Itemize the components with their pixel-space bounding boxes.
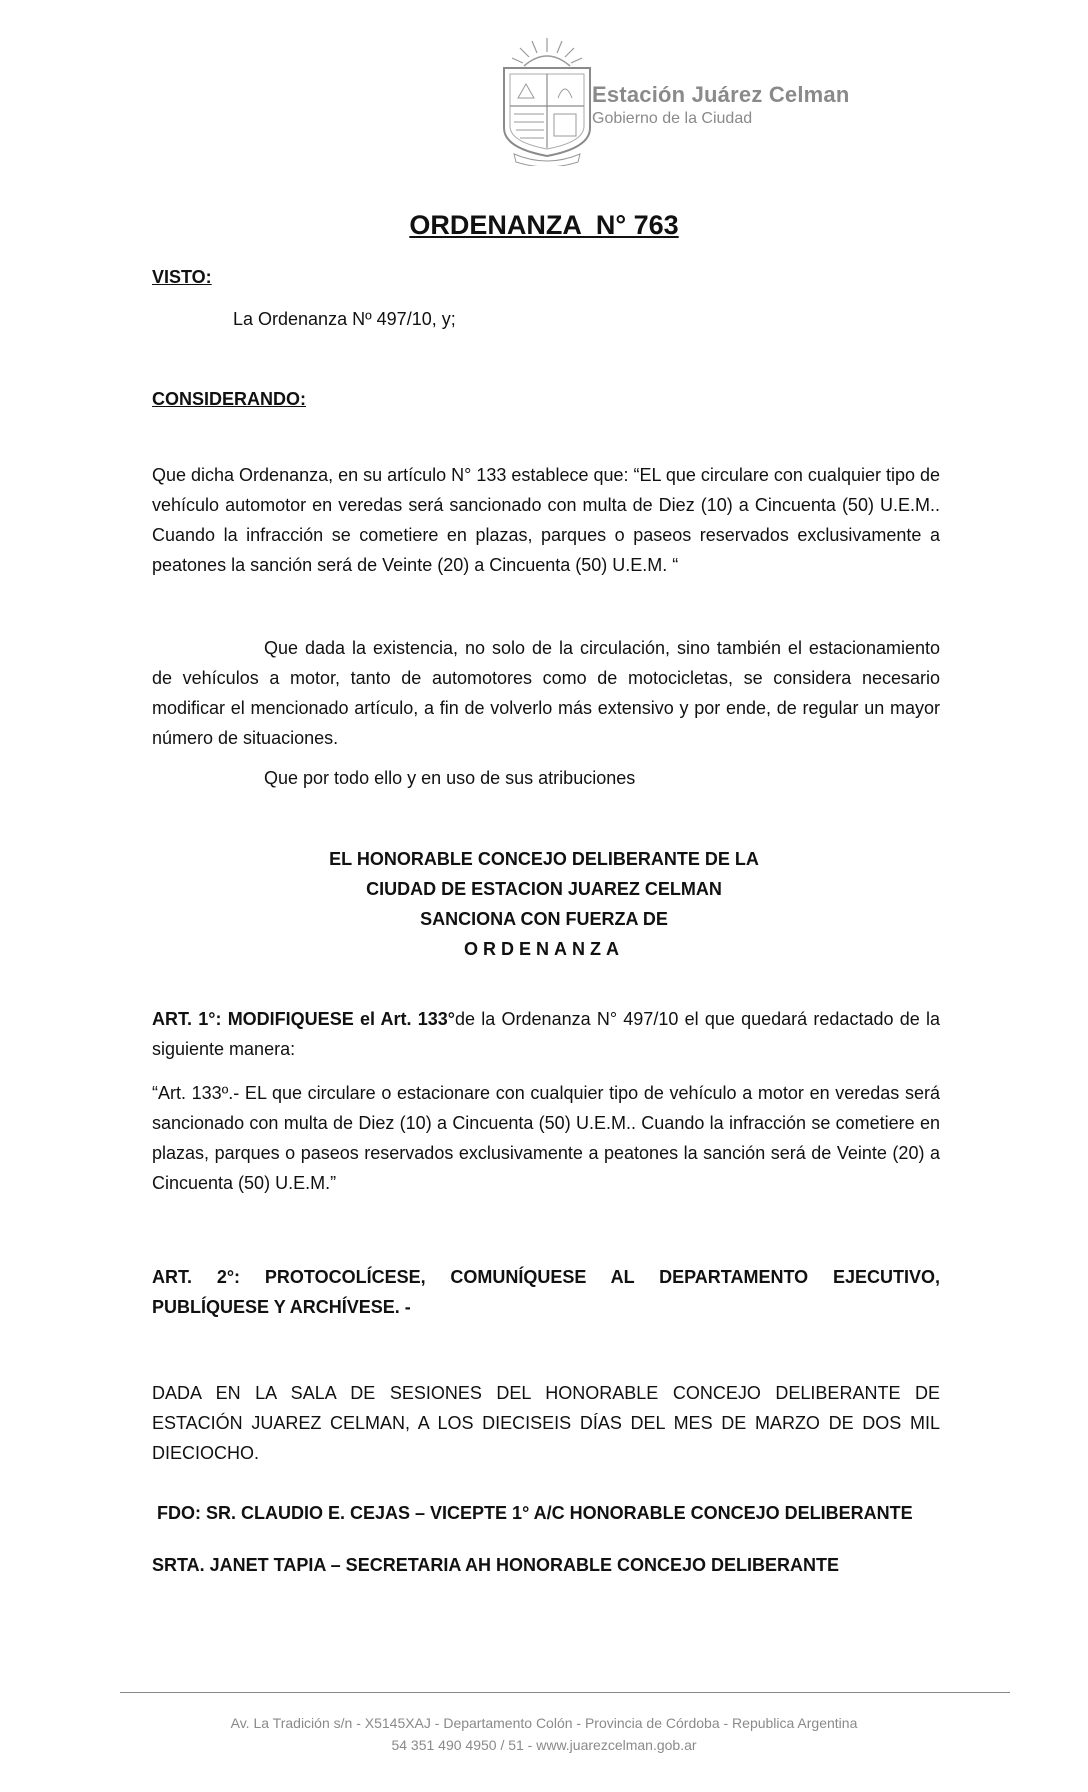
sanction-line-2: CIUDAD DE ESTACION JUAREZ CELMAN — [366, 879, 722, 899]
visto-label: VISTO: — [152, 267, 212, 287]
article-1 — [152, 1004, 940, 1064]
sanction-line-4: ORDENANZA — [464, 939, 624, 959]
considerando-paragraph-1: Que dicha Ordenanza, en su artículo N° 133 establece que: “EL que circulare con cualquier tipo de vehículo automotor en veredas será sancionado con multa de Diez (10) a Cincuenta (50) U.E.M.. Cuando la infracción se cometiere en plazas, parques o paseos reservados exclusivamente a peatones la sanción será de Veinte (20) a Cincuenta (50) U.E.M. “ — [152, 465, 941, 575]
city-coat-of-arms-icon — [492, 36, 602, 166]
article-2: ART. 2°: PROTOCOLÍCESE, COMUNÍQUESE AL DEPARTAMENTO EJECUTIVO, PUBLÍQUESE Y ARCHÍVESE. - — [152, 1267, 940, 1317]
article-1-heading: ART. 1°: MODIFIQUESE el Art. 133° — [152, 1009, 456, 1029]
letterhead-text — [592, 82, 850, 128]
footer-address: Av. La Tradición s/n - X5145XAJ - Departamento Colón - Provincia de Córdoba - Republica Argentina — [230, 1715, 858, 1731]
letterhead — [492, 36, 912, 166]
signature-line-1: FDO: SR. CLAUDIO E. CEJAS – VICEPTE 1° A/C HONORABLE CONCEJO DELIBERANTE — [157, 1503, 913, 1523]
footer-divider — [120, 1692, 1010, 1693]
article-1-text: de la Ordenanza N° 497/10 el que quedará redactado de la siguiente manera: — [152, 1009, 940, 1059]
document-title: ORDENANZA N° 763 — [409, 210, 679, 240]
dada-paragraph: DADA EN LA SALA DE SESIONES DEL HONORABLE CONCEJO DELIBERANTE DE ESTACIÓN JUAREZ CELMAN, A LOS DIECISEIS DÍAS DEL MES DE MARZO DE DOS MIL DIECIOCHO. — [152, 1383, 940, 1463]
city-name: Estación Juárez Celman — [592, 82, 850, 107]
article-1-quote: “Art. 133º.- EL que circulare o estacionare con cualquier tipo de vehículo a motor en veredas será sancionado con multa de Diez (10) a Cincuenta (50) U.E.M.. Cuando la infracción se cometiere en plazas, parques o paseos reservados exclusivamente a peatones la sanción será de Veinte (20) a Cincuenta (50) U.E.M.” — [152, 1083, 940, 1193]
sanction-line-1: EL HONORABLE CONCEJO DELIBERANTE DE LA — [329, 849, 759, 869]
sanction-line-3: SANCIONA CON FUERZA DE — [420, 909, 668, 929]
considerando-label: CONSIDERANDO: — [152, 389, 307, 409]
signature-line-2: SRTA. JANET TAPIA – SECRETARIA AH HONORABLE CONCEJO DELIBERANTE — [152, 1555, 840, 1575]
considerando-paragraph-2: Que dada la existencia, no solo de la circulación, sino también el estacionamiento de vehículos a motor, tanto de automotores como de motocicletas, se considera necesario modificar el mencionado artículo, a fin de volverlo más extensivo y por ende, de regular un mayor número de situaciones. — [152, 638, 940, 748]
considerando-paragraph-3: Que por todo ello y en uso de sus atribuciones — [264, 768, 636, 788]
footer-contact: 54 351 490 4950 / 51 - www.juarezcelman.gob.ar — [391, 1737, 697, 1753]
visto-text: La Ordenanza Nº 497/10, y; — [233, 309, 456, 329]
city-government: Gobierno de la Ciudad — [592, 110, 753, 127]
